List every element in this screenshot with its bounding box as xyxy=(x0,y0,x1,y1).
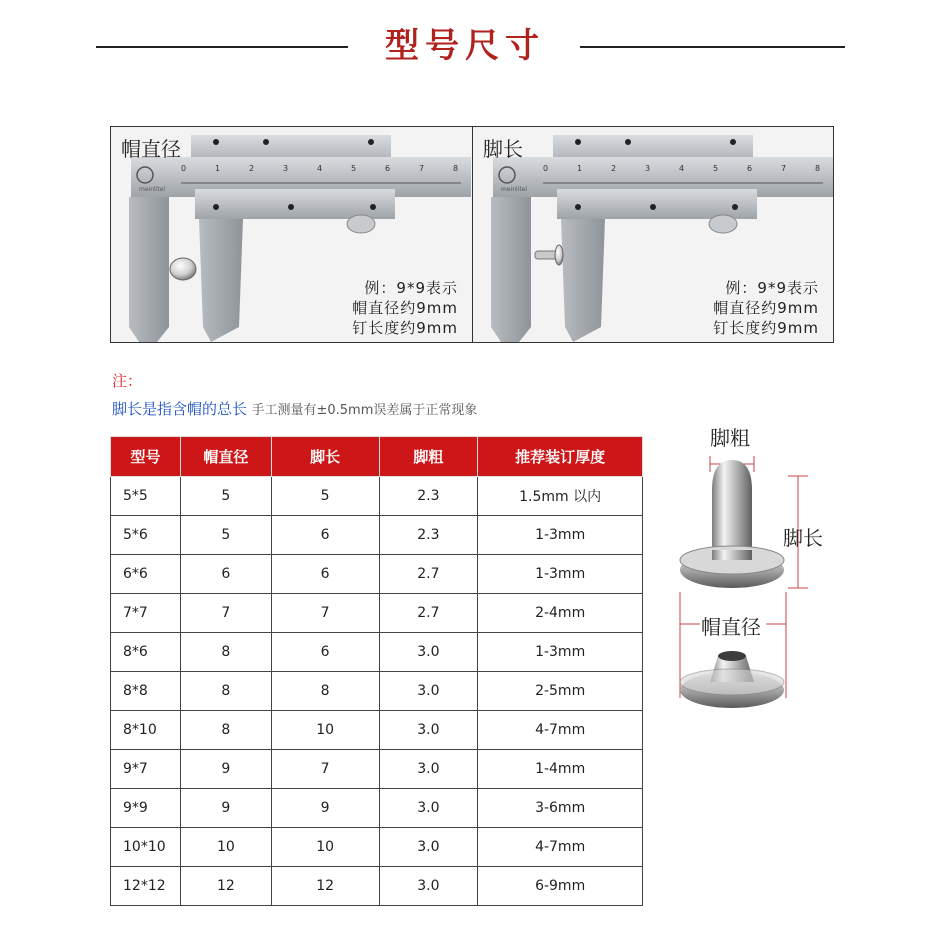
cell-cap-diameter: 12 xyxy=(180,867,271,906)
cell-cap-diameter: 5 xyxy=(180,477,271,516)
cell-cap-diameter: 8 xyxy=(180,711,271,750)
svg-text:3: 3 xyxy=(645,164,651,173)
cell-pin-length: 12 xyxy=(271,867,379,906)
header-pin-length: 脚长 xyxy=(271,437,379,477)
svg-text:5: 5 xyxy=(713,164,719,173)
svg-text:7: 7 xyxy=(781,164,787,173)
cell-model: 5*5 xyxy=(111,477,181,516)
svg-text:2: 2 xyxy=(611,164,617,173)
pin-thickness-label: 脚粗 xyxy=(710,426,750,450)
cell-pin-thickness: 3.0 xyxy=(379,711,478,750)
cell-pin-length: 10 xyxy=(271,828,379,867)
cell-pin-length: 9 xyxy=(271,789,379,828)
cell-recommended-thickness: 1-3mm xyxy=(478,633,643,672)
cell-pin-length: 10 xyxy=(271,711,379,750)
header-model: 型号 xyxy=(111,437,181,477)
cell-pin-thickness: 3.0 xyxy=(379,867,478,906)
cell-model: 8*8 xyxy=(111,672,181,711)
cell-pin-thickness: 3.0 xyxy=(379,750,478,789)
pin-length-label: 脚长 xyxy=(483,137,523,161)
cell-recommended-thickness: 1.5mm 以内 xyxy=(478,477,643,516)
table-row xyxy=(111,828,643,867)
svg-text:0: 0 xyxy=(543,164,549,173)
caliper-photo-cap-diameter xyxy=(111,127,472,342)
cell-model: 9*9 xyxy=(111,789,181,828)
svg-text:1: 1 xyxy=(577,164,583,173)
header-pin-thickness: 脚粗 xyxy=(379,437,478,477)
example-note-line-2: 帽直径约9mm xyxy=(713,299,819,317)
cell-recommended-thickness: 2-4mm xyxy=(478,594,643,633)
page-title: 型号尺寸 xyxy=(385,26,545,66)
caliper-photo-panel xyxy=(110,126,834,343)
spec-table xyxy=(110,436,643,906)
cell-pin-length: 7 xyxy=(271,594,379,633)
table-row xyxy=(111,789,643,828)
cell-cap-diameter: 8 xyxy=(180,633,271,672)
table-row xyxy=(111,867,643,906)
caliper-photo-pin-length xyxy=(472,127,833,342)
cell-cap-diameter: 10 xyxy=(180,828,271,867)
table-row xyxy=(111,516,643,555)
cell-pin-length: 6 xyxy=(271,516,379,555)
cell-pin-length: 6 xyxy=(271,633,379,672)
example-note-line-3: 钉长度约9mm xyxy=(352,319,458,337)
title-divider-right xyxy=(580,46,845,48)
cell-pin-length: 6 xyxy=(271,555,379,594)
cell-model: 6*6 xyxy=(111,555,181,594)
table-row xyxy=(111,555,643,594)
title-divider-left xyxy=(96,46,348,48)
svg-text:4: 4 xyxy=(317,164,323,173)
cell-model: 9*7 xyxy=(111,750,181,789)
note-line xyxy=(112,398,477,419)
cell-pin-thickness: 3.0 xyxy=(379,789,478,828)
svg-text:2: 2 xyxy=(249,164,255,173)
cell-pin-thickness: 2.3 xyxy=(379,477,478,516)
cell-pin-length: 7 xyxy=(271,750,379,789)
cell-cap-diameter: 6 xyxy=(180,555,271,594)
cell-model: 5*6 xyxy=(111,516,181,555)
cell-model: 7*7 xyxy=(111,594,181,633)
spec-table-body xyxy=(111,477,643,906)
svg-text:6: 6 xyxy=(747,164,753,173)
table-row xyxy=(111,594,643,633)
example-note-line-2: 帽直径约9mm xyxy=(352,299,458,317)
cell-cap-diameter: 9 xyxy=(180,789,271,828)
cell-recommended-thickness: 6-9mm xyxy=(478,867,643,906)
diagram-pin-length-label: 脚长 xyxy=(783,526,823,550)
table-row xyxy=(111,633,643,672)
cell-pin-thickness: 3.0 xyxy=(379,672,478,711)
example-note-line-3: 钉长度约9mm xyxy=(713,319,819,337)
svg-text:0: 0 xyxy=(181,164,187,173)
cell-model: 10*10 xyxy=(111,828,181,867)
cell-cap-diameter: 9 xyxy=(180,750,271,789)
svg-text:5: 5 xyxy=(351,164,357,173)
cell-pin-length: 5 xyxy=(271,477,379,516)
cell-recommended-thickness: 3-6mm xyxy=(478,789,643,828)
svg-text:4: 4 xyxy=(679,164,685,173)
svg-text:7: 7 xyxy=(419,164,425,173)
note-title: 注： xyxy=(112,372,143,390)
cell-model: 12*12 xyxy=(111,867,181,906)
svg-text:8: 8 xyxy=(815,164,821,173)
cell-recommended-thickness: 4-7mm xyxy=(478,828,643,867)
table-row xyxy=(111,711,643,750)
cell-pin-thickness: 3.0 xyxy=(379,828,478,867)
diagram-cap-diameter-label: 帽直径 xyxy=(701,615,761,639)
cell-pin-thickness: 3.0 xyxy=(379,633,478,672)
cell-pin-thickness: 2.3 xyxy=(379,516,478,555)
example-note-line-1: 例：9*9表示 xyxy=(725,279,819,297)
cell-recommended-thickness: 1-3mm xyxy=(478,555,643,594)
cell-cap-diameter: 5 xyxy=(180,516,271,555)
cell-cap-diameter: 8 xyxy=(180,672,271,711)
svg-text:6: 6 xyxy=(385,164,391,173)
cell-cap-diameter: 7 xyxy=(180,594,271,633)
cell-recommended-thickness: 2-5mm xyxy=(478,672,643,711)
rivet-diagram xyxy=(660,420,850,730)
note-detail: 手工测量有±0.5mm误差属于正常现象 xyxy=(251,403,478,418)
svg-text:8: 8 xyxy=(453,164,459,173)
table-row xyxy=(111,750,643,789)
svg-text:3: 3 xyxy=(283,164,289,173)
table-header-row xyxy=(111,437,643,477)
note-highlight: 脚长是指含帽的总长 xyxy=(112,400,248,418)
cell-model: 8*6 xyxy=(111,633,181,672)
header-cap-diameter: 帽直径 xyxy=(180,437,271,477)
cell-pin-thickness: 2.7 xyxy=(379,594,478,633)
cell-recommended-thickness: 1-3mm xyxy=(478,516,643,555)
cell-recommended-thickness: 4-7mm xyxy=(478,711,643,750)
svg-text:1: 1 xyxy=(215,164,221,173)
table-row xyxy=(111,672,643,711)
example-note-line-1: 例：9*9表示 xyxy=(364,279,458,297)
cell-pin-length: 8 xyxy=(271,672,379,711)
table-row xyxy=(111,477,643,516)
cell-model: 8*10 xyxy=(111,711,181,750)
svg-text:meinlitel: meinlitel xyxy=(501,186,528,193)
cap-diameter-label: 帽直径 xyxy=(121,137,181,161)
header-recommended-thickness: 推荐装订厚度 xyxy=(478,437,643,477)
cell-recommended-thickness: 1-4mm xyxy=(478,750,643,789)
cell-pin-thickness: 2.7 xyxy=(379,555,478,594)
svg-text:meinlitel: meinlitel xyxy=(139,186,166,193)
